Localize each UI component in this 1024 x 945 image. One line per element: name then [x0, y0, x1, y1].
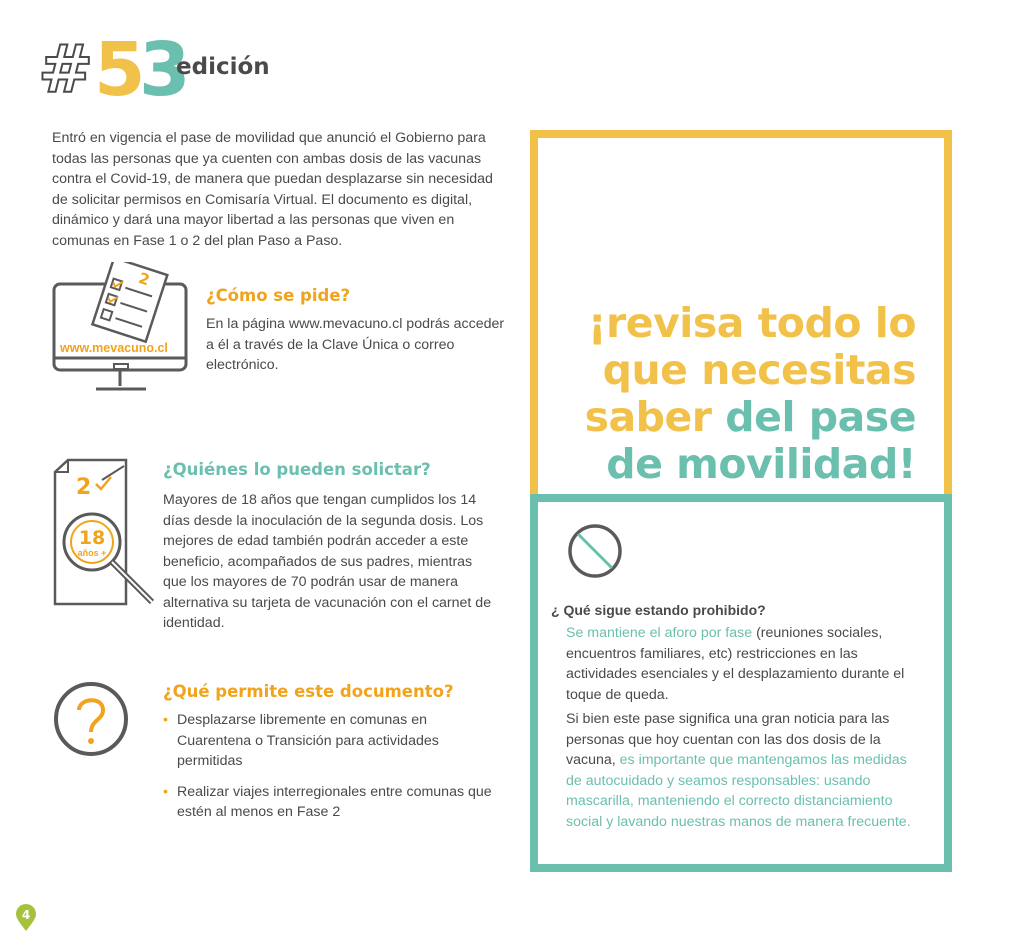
age-number: 18	[78, 527, 106, 549]
headline-line-3b: del pase	[711, 393, 916, 441]
prohibited-question: ¿ Qué sigue estando prohibido?	[551, 602, 766, 618]
page-number-marker	[15, 904, 37, 932]
headline-line-4: de movilidad!	[606, 440, 916, 488]
prohibited-icon	[567, 523, 623, 579]
section-body-quienes: Mayores de 18 años que tengan cumplidos los 14 días desde la inoculación de la segunda dosis. Los mejores de edad también podrán acceder a este beneficio, acompañados de sus padres, mientras que los mayores de 70 podrán usar de manera alternativa su tarjeta de vacunación con el carnet de identidad.	[163, 492, 492, 631]
prohibited-paragraph-2	[566, 709, 926, 832]
intro-paragraph: Entró en vigencia el pase de movilidad que anunció el Gobierno para todas las personas que ya cuenten con ambas dosis de las vacunas contra el Covid-19, de manera que puedan desplazarse sin necesidad de solicitar permisos en Comisaría Virtual. El documento es digital, dinámico y dará una mayor libertad a las personas que viven en comunas en Fase 1 o 2 del plan Paso a Paso.	[52, 130, 493, 249]
permitted-list	[163, 710, 503, 833]
age-label: años +	[77, 548, 107, 558]
question-circle-icon	[52, 680, 130, 758]
section-body-como-se-pide: En la página www.mevacuno.cl podrás acceder a él a través de la Clave Única o correo electrónico.	[206, 316, 505, 373]
prohibited-p1-highlight: Se mantiene el aforo por fase	[566, 625, 753, 641]
page-number: 4	[21, 908, 31, 922]
computer-checklist-icon	[52, 262, 192, 396]
headline-text	[585, 300, 916, 488]
hash-symbol: #	[38, 31, 94, 108]
checklist-number: 2	[136, 268, 152, 290]
section-title-como-se-pide: ¿Cómo se pide?	[206, 286, 351, 305]
list-item: • Desplazarse libremente en comunas en Cuarentena o Transición para actividades permitidas	[163, 710, 503, 772]
document-magnifier-icon	[50, 458, 162, 608]
prohibited-paragraph-1	[566, 623, 926, 705]
document-number: 2	[76, 475, 92, 500]
section-title-que-permite: ¿Qué permite este documento?	[163, 682, 454, 701]
prohibited-p2-start: Si bien este pase significa una gran noticia para las personas que hoy cuentan con las dos dosis de la vacuna,	[566, 711, 890, 768]
edition-label: edición	[176, 54, 270, 80]
computer-url-text: www.mevacuno.cl	[60, 341, 168, 355]
section-title-quienes: ¿Quiénes lo pueden solictar?	[163, 460, 431, 479]
prohibited-p1-rest: (reuniones sociales, encuentros familiares, etc) restricciones en las actividades esenciales y el desplazamiento durante el toque de queda.	[566, 625, 905, 703]
headline-line-3a: saber	[584, 393, 712, 441]
list-item: • Realizar viajes interregionales entre comunas que estén al menos en Fase 2	[163, 782, 503, 823]
edition-digit-5: 5	[94, 27, 144, 113]
headline-line-2: que necesitas	[602, 346, 916, 394]
prohibited-p2-highlight: es importante que mantengamos las medidas de autocuidado y seamos responsables: usando mascarilla, manteniendo el correcto distanciamiento social y lavando nuestras manos de manera frecuente.	[566, 752, 911, 830]
headline-line-1: ¡revisa todo lo	[587, 299, 916, 347]
edition-digit-3: 3	[139, 27, 189, 113]
